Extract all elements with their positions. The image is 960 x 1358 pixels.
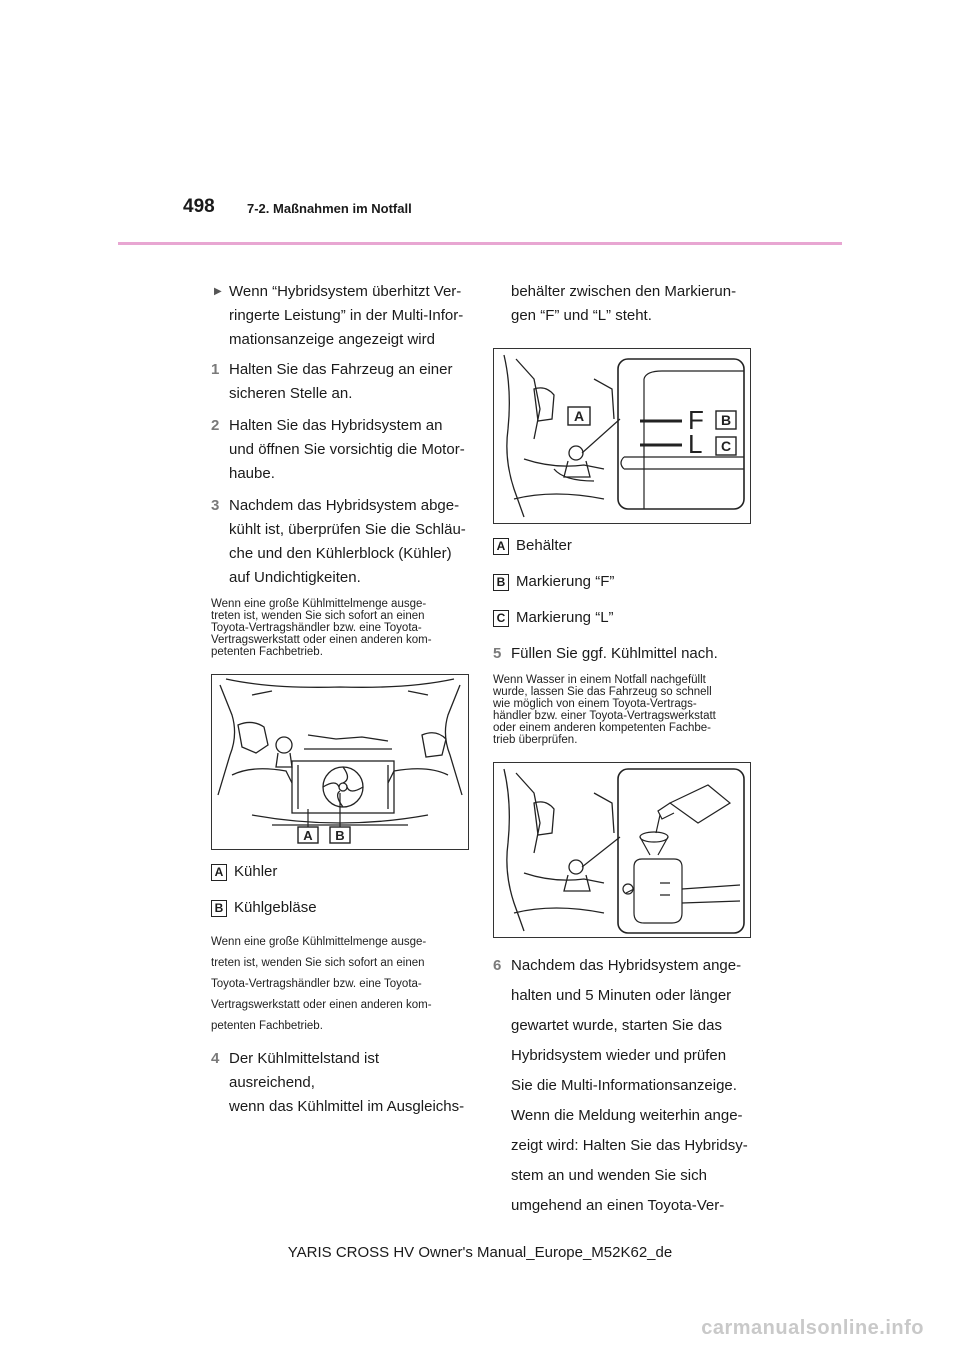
note-line: oder einem anderen kompetenten Fachbe- — [493, 722, 712, 734]
warning-note — [493, 674, 751, 746]
step-line: Nachdem das Hybridsystem abge- — [229, 497, 460, 514]
legend-text: Markierung “F” — [516, 573, 615, 590]
legend-key: A — [493, 538, 509, 555]
label-b-badge — [716, 411, 736, 429]
label-b: B — [720, 412, 732, 428]
bullet-line: Wenn “Hybridsystem überhitzt Ver- — [229, 283, 462, 300]
coolant-reservoir-figure — [493, 348, 751, 524]
note-line: Wenn eine große Kühlmittelmenge ausge- — [211, 598, 427, 610]
legend-item — [493, 606, 751, 630]
note-line: trieb überprüfen. — [493, 734, 578, 746]
note-line: wie möglich von einem Toyota-Vertrags- — [493, 698, 697, 710]
step-line: wenn das Kühlmittel im Ausgleichs- — [229, 1098, 465, 1115]
note-line: wurde, lassen Sie das Fahrzeug so schnell — [493, 686, 712, 698]
step-number: 3 — [211, 497, 220, 514]
legend-key: B — [493, 574, 509, 591]
right-column — [493, 280, 751, 1220]
note-line: petenten Fachbetrieb. — [211, 646, 323, 658]
footer-manual-id: YARIS CROSS HV Owner's Manual_Europe_M52K62_de — [287, 1244, 673, 1261]
note-line: Wenn eine große Kühlmittelmenge ausge- — [211, 936, 427, 948]
warning-note — [211, 932, 469, 1037]
label-a: A — [573, 408, 585, 424]
label-a: A — [303, 828, 313, 843]
step-line: Nachdem das Hybridsystem ange- — [511, 957, 742, 974]
step-4-continued — [493, 280, 751, 328]
step-line: Halten Sie das Hybridsystem an — [229, 417, 443, 434]
note-line: treten ist, wenden Sie sich sofort an einen — [211, 957, 425, 969]
step-line: zeigt wird: Halten Sie das Hybridsy- — [511, 1137, 748, 1154]
step-3 — [211, 494, 469, 590]
note-line: Toyota-Vertragshändler bzw. eine Toyota- — [211, 978, 422, 990]
note-line: Vertragswerkstatt oder einen anderen kom- — [211, 634, 432, 646]
note-line: Wenn Wasser in einem Notfall nachgefüllt — [493, 674, 706, 686]
step-line: kühlt ist, überprüfen Sie die Schläu- — [229, 521, 466, 538]
legend-key: B — [211, 900, 227, 917]
step-line: Füllen Sie ggf. Kühlmittel nach. — [511, 645, 718, 662]
note-line: treten ist, wenden Sie sich sofort an einen — [211, 610, 425, 622]
step-1 — [211, 358, 469, 406]
label-a-badge — [298, 827, 318, 843]
note-line: Vertragswerkstatt oder einen anderen kom- — [211, 999, 432, 1011]
note-line: Toyota-Vertragshändler bzw. eine Toyota- — [211, 622, 422, 634]
step-number: 5 — [493, 645, 502, 662]
label-b-badge — [330, 827, 350, 843]
step-number: 4 — [211, 1050, 220, 1067]
legend-text: Kühlgebläse — [234, 899, 317, 916]
triangle-bullet-icon: ▶ — [214, 286, 222, 297]
step-line: Der Kühlmittelstand ist ausreichend, — [229, 1050, 380, 1091]
header-divider — [118, 242, 842, 245]
left-column — [211, 280, 469, 1121]
step-line: gen “F” und “L” steht. — [511, 307, 652, 324]
step-line: behälter zwischen den Markierun- — [511, 283, 737, 300]
note-line: händler bzw. einer Toyota-Vertragswerkstatt — [493, 710, 716, 722]
step-line: stem an und wenden Sie sich — [511, 1167, 707, 1184]
legend-text: Behälter — [516, 537, 572, 554]
step-4 — [211, 1047, 469, 1119]
bullet-heading — [211, 280, 469, 352]
label-c: C — [720, 438, 732, 454]
label-a-badge — [568, 407, 590, 425]
step-line: Halten Sie das Fahrzeug an einer — [229, 361, 453, 378]
legend-item — [211, 860, 469, 884]
legend-item — [211, 896, 469, 920]
step-line: Wenn die Meldung weiterhin ange- — [511, 1107, 743, 1124]
step-line: auf Undichtigkeiten. — [229, 569, 361, 586]
step-number: 6 — [493, 957, 502, 974]
step-6 — [493, 954, 751, 1218]
section-title: 7-2. Maßnahmen im Notfall — [247, 201, 412, 216]
step-line: Hybridsystem wieder und prüfen — [511, 1047, 727, 1064]
legend-key: C — [493, 610, 509, 627]
refill-coolant-figure — [493, 762, 751, 938]
label-b: B — [335, 828, 345, 843]
step-line: Sie die Multi-Informationsanzeige. — [511, 1077, 737, 1094]
legend-key: A — [211, 864, 227, 881]
watermark: carmanualsonline.info — [701, 1317, 924, 1339]
label-c-badge — [716, 437, 736, 455]
step-line: haube. — [229, 465, 275, 482]
step-number: 1 — [211, 361, 220, 378]
bullet-line: ringerte Leistung” in der Multi-Infor- — [229, 307, 464, 324]
step-line: gewartet wurde, starten Sie das — [511, 1017, 722, 1034]
warning-note — [211, 598, 469, 658]
step-line: umgehend an einen Toyota-Ver- — [511, 1197, 725, 1214]
bullet-line: mationsanzeige angezeigt wird — [229, 331, 435, 348]
step-line: sicheren Stelle an. — [229, 385, 353, 402]
step-2 — [211, 414, 469, 486]
note-line: petenten Fachbetrieb. — [211, 1020, 323, 1032]
step-number: 2 — [211, 417, 220, 434]
step-5 — [493, 642, 751, 666]
legend-text: Kühler — [234, 863, 278, 880]
legend-text: Markierung “L” — [516, 609, 614, 626]
label-l: L — [688, 429, 703, 459]
step-line: che und den Kühlerblock (Kühler) — [229, 545, 452, 562]
page-number: 498 — [183, 196, 215, 217]
step-line: und öffnen Sie vorsichtig die Motor- — [229, 441, 465, 458]
radiator-figure — [211, 674, 469, 850]
legend-item — [493, 570, 751, 594]
legend-item — [493, 534, 751, 558]
step-line: halten und 5 Minuten oder länger — [511, 987, 732, 1004]
label-f: F — [688, 405, 704, 435]
